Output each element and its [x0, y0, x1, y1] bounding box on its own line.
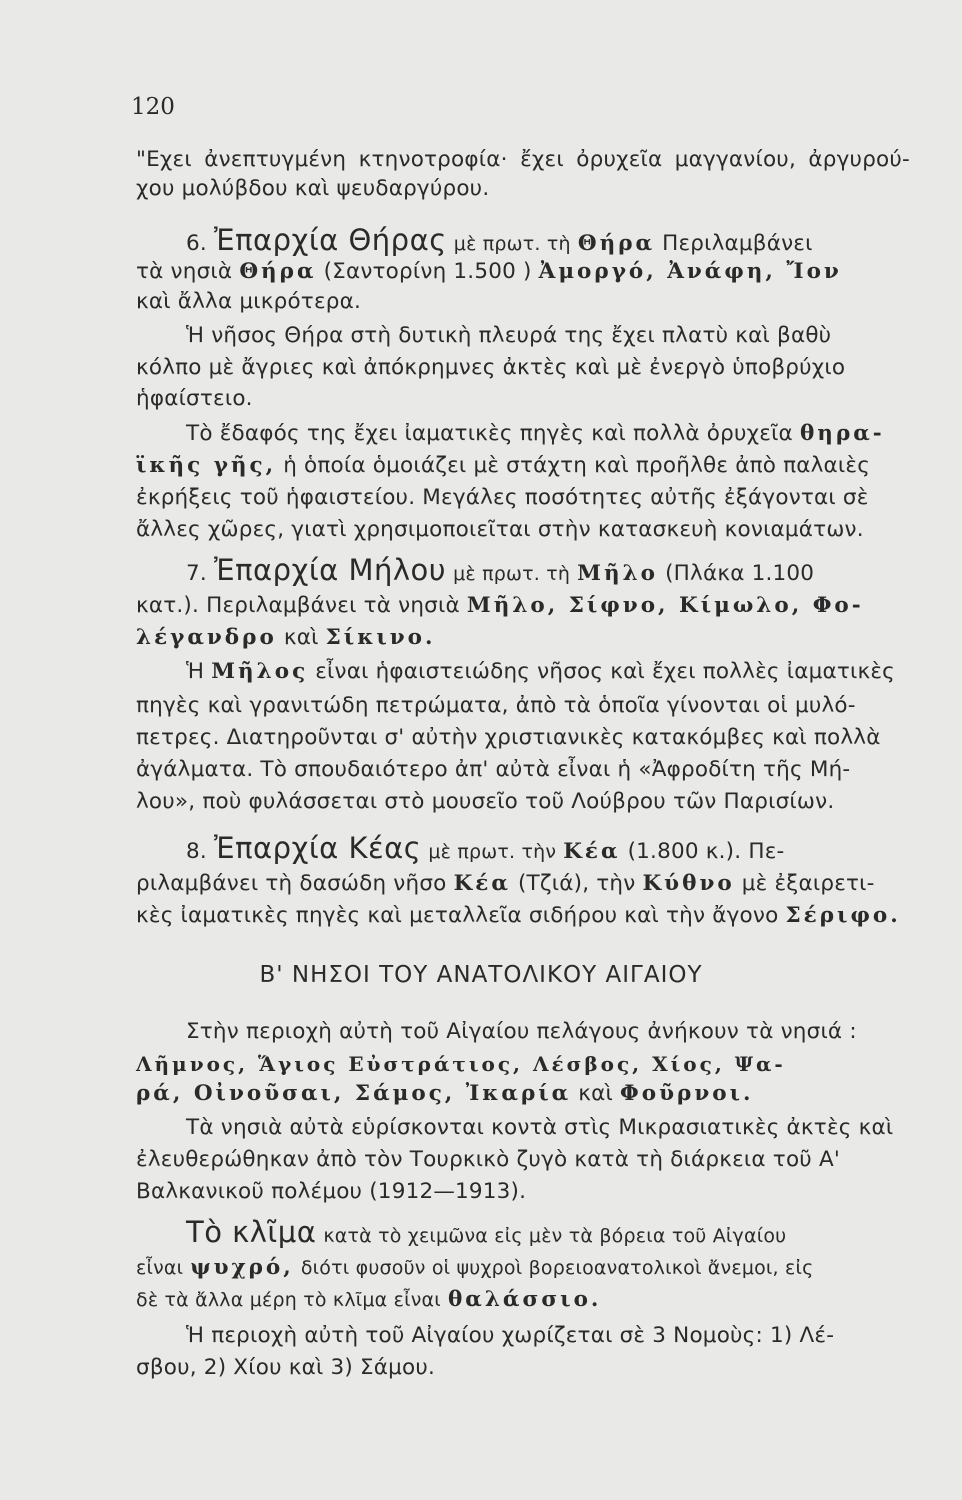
text: μὲ πρωτ. τὴν	[428, 841, 557, 863]
text-line	[136, 1050, 910, 1078]
text-line	[136, 902, 910, 930]
text: Βαλκανικοῦ πολέμου (1912—1913).	[136, 1179, 527, 1204]
text-line	[136, 1286, 910, 1314]
spaced-name: Ἀμοργό, Ἀνάφη, Ἴον	[538, 259, 842, 284]
text-line	[136, 724, 910, 752]
spaced-name: Θήρα	[239, 259, 317, 284]
text-line	[136, 1146, 910, 1174]
text: ριλαμβάνει τὴ δασώδη νῆσο	[136, 871, 447, 896]
text-line	[136, 516, 910, 544]
text-line	[136, 452, 910, 480]
text: κὲς ἰαματικὲς πηγὲς καὶ μεταλλεῖα σιδήρου καὶ τὴν ἄγονο	[136, 903, 779, 928]
text: τὰ νησιὰ	[136, 259, 233, 284]
spaced-name: θηρα-	[799, 421, 885, 446]
heading-line	[186, 553, 910, 588]
text-line	[136, 692, 910, 720]
text-line	[136, 1178, 910, 1206]
spaced-name: Κύθνο	[642, 871, 735, 896]
text-line	[186, 1322, 910, 1350]
text-line	[136, 592, 910, 620]
heading-line	[186, 223, 910, 258]
section-heading: Ἐπαρχία Μήλου	[213, 553, 447, 587]
text-line	[186, 1018, 910, 1046]
spaced-name: λέγανδρο	[136, 625, 277, 650]
item-number: 6.	[186, 231, 207, 256]
spaced-name: Μῆλο	[577, 561, 659, 586]
text: Περιλαμβάνει	[662, 231, 813, 256]
text: μὲ ἐξαιρετι-	[741, 871, 875, 896]
spaced-name: ϊκῆς γῆς,	[136, 453, 277, 478]
text: λου», ποὺ φυλάσσεται στὸ μουσεῖο τοῦ Λούβρου τῶν Παρισίων.	[136, 789, 835, 814]
spaced-name: Μῆλο, Σίφνο, Κίμωλο, Φο-	[466, 593, 864, 618]
text-line	[186, 658, 910, 686]
section-heading: Τὸ κλῖμα	[186, 1215, 317, 1249]
text-line	[136, 624, 910, 652]
text-line	[136, 870, 910, 898]
text-line	[136, 175, 910, 203]
text: ἐλευθερώθηκαν ἀπὸ τὸν Τουρκικὸ ζυγὸ κατὰ τὴ διάρκεια τοῦ Α'	[136, 1147, 840, 1172]
spaced-name: Κέα	[453, 871, 511, 896]
text: σβου, 2) Χίου καὶ 3) Σάμου.	[136, 1355, 436, 1380]
section-heading: Ἐπαρχία Κέας	[213, 831, 422, 865]
text-line	[186, 420, 910, 448]
text: πηγὲς καὶ γρανιτώδη πετρώματα, ἀπὸ τὰ ὁποῖα γίνονται οἱ μυλό-	[136, 693, 856, 718]
text: Στὴν περιοχὴ αὐτὴ τοῦ Αἰγαίου πελάγους ἀνήκουν τὰ νησιά :	[186, 1019, 857, 1044]
text: καὶ	[578, 1081, 613, 1106]
text: (Πλάκα 1.100	[665, 561, 815, 586]
spaced-name: θαλάσσιο.	[447, 1287, 602, 1312]
text: Ἡ νῆσος Θήρα στὴ δυτικὴ πλευρά της ἔχει πλατὺ καὶ βαθὺ	[186, 323, 832, 348]
text: ἡφαίστειο.	[136, 386, 253, 411]
text: ἄλλες χῶρες, γιατὶ χρησιμοποιεῖται στὴν κατασκευὴ κονιαμάτων.	[136, 517, 864, 542]
section-heading: Ἐπαρχία Θήρας	[213, 223, 447, 257]
page-number: 120	[131, 94, 175, 120]
text: Ἡ περιοχὴ αὐτὴ τοῦ Αἰγαίου χωρίζεται σὲ 3 Νομοὺς: 1) Λέ-	[186, 1323, 835, 1348]
text: διότι φυσοῦν οἱ ψυχροὶ βορειοανατολικοὶ ἄνεμοι, εἰς	[300, 1257, 814, 1279]
text: ἀγάλματα. Τὸ σπουδαιότερο ἀπ' αὐτὰ εἶναι ἡ «Ἀφροδίτη τῆς Μή-	[136, 757, 851, 782]
spaced-name: Λῆμνος, Ἅγιος Εὐστράτιος, Λέσβος, Χίος, Ψα-	[136, 1052, 786, 1076]
section-title: Β' ΝΗΣΟΙ ΤΟΥ ΑΝΑΤΟΛΙΚΟΥ ΑΙΓΑΙΟΥ	[259, 962, 703, 988]
text-line	[186, 322, 910, 350]
spaced-name: Κέα	[563, 839, 621, 864]
spaced-name: Θήρα	[577, 231, 656, 256]
text: ἡ ὁποία ὁμοιάζει μὲ στάχτη καὶ προῆλθε ἀπὸ παλαιὲς	[283, 453, 871, 478]
text: κατ.). Περιλαμβάνει τὰ νησιὰ	[136, 593, 460, 618]
text: Ἡ	[186, 659, 205, 684]
text-line	[186, 1114, 910, 1142]
text-line	[136, 756, 910, 784]
text-line	[136, 258, 910, 286]
text: πετρες. Διατηροῦνται σ' αὐτὴν χριστιανικὲς κατακόμβες καὶ πολλὰ	[136, 725, 881, 750]
text: ἐκρήξεις τοῦ ἡφαιστείου. Μεγάλες ποσότητες αὐτῆς ἐξάγονται σὲ	[136, 485, 869, 510]
text-line	[136, 146, 910, 174]
text-line	[136, 1080, 910, 1108]
text-line	[136, 1254, 910, 1282]
text: εἶναι ἡφαιστειώδης νῆσος καὶ ἔχει πολλὲς ἰαματικὲς	[315, 659, 895, 684]
item-number: 8.	[186, 839, 207, 864]
text-line	[136, 484, 910, 512]
spaced-name: Μῆλος	[211, 659, 309, 684]
text: (Τζιά), τὴν	[517, 871, 636, 896]
text: Τὸ ἔδαφός της ἔχει ἰαματικὲς πηγὲς καὶ πολλὰ ὀρυχεῖα	[186, 421, 793, 446]
heading-line	[186, 831, 910, 866]
text-line	[136, 288, 910, 316]
text-line	[186, 1215, 910, 1250]
text: (1.800 κ.). Πε-	[627, 839, 785, 864]
text: μὲ πρωτ. τὴ	[453, 233, 571, 255]
text: "Εχει ἀνεπτυγμένη κτηνοτροφία· ἔχει ὀρυχεῖα μαγγανίου, ἀργυρού-	[136, 147, 910, 172]
text-line	[136, 788, 910, 816]
text: εἶναι	[136, 1257, 184, 1279]
text: (Σαντορίνη 1.500 )	[323, 259, 539, 284]
text: μὲ πρωτ. τὴ	[453, 563, 571, 585]
spaced-name: Σίκινο.	[325, 625, 436, 650]
text: καὶ	[283, 625, 319, 650]
text-line	[136, 354, 910, 382]
text: κόλπο μὲ ἄγριες καὶ ἀπόκρημνες ἀκτὲς καὶ μὲ ἐνεργὸ ὑποβρύχιο	[136, 355, 846, 380]
text: Τὰ νησιὰ αὐτὰ εὑρίσκονται κοντὰ στὶς Μικρασιατικὲς ἀκτὲς καὶ	[186, 1115, 894, 1140]
text-line	[136, 1354, 910, 1382]
spaced-name: ρά, Οἰνοῦσαι, Σάμος, Ἰκαρία	[136, 1081, 572, 1106]
spaced-name: Σέριφο.	[785, 903, 901, 928]
item-number: 7.	[186, 561, 207, 586]
text: χου μολύβδου καὶ ψευδαργύρου.	[136, 176, 490, 201]
spaced-name: ψυχρό,	[190, 1255, 294, 1280]
text: κατὰ τὸ χειμῶνα εἰς μὲν τὰ βόρεια τοῦ Αἰγαίου	[323, 1225, 787, 1247]
text: καὶ ἄλλα μικρότερα.	[136, 289, 362, 314]
text-line	[136, 385, 910, 413]
spaced-name: Φοῦρνοι.	[620, 1081, 754, 1106]
text: δὲ τὰ ἄλλα μέρη τὸ κλῖμα εἶναι	[136, 1289, 441, 1311]
